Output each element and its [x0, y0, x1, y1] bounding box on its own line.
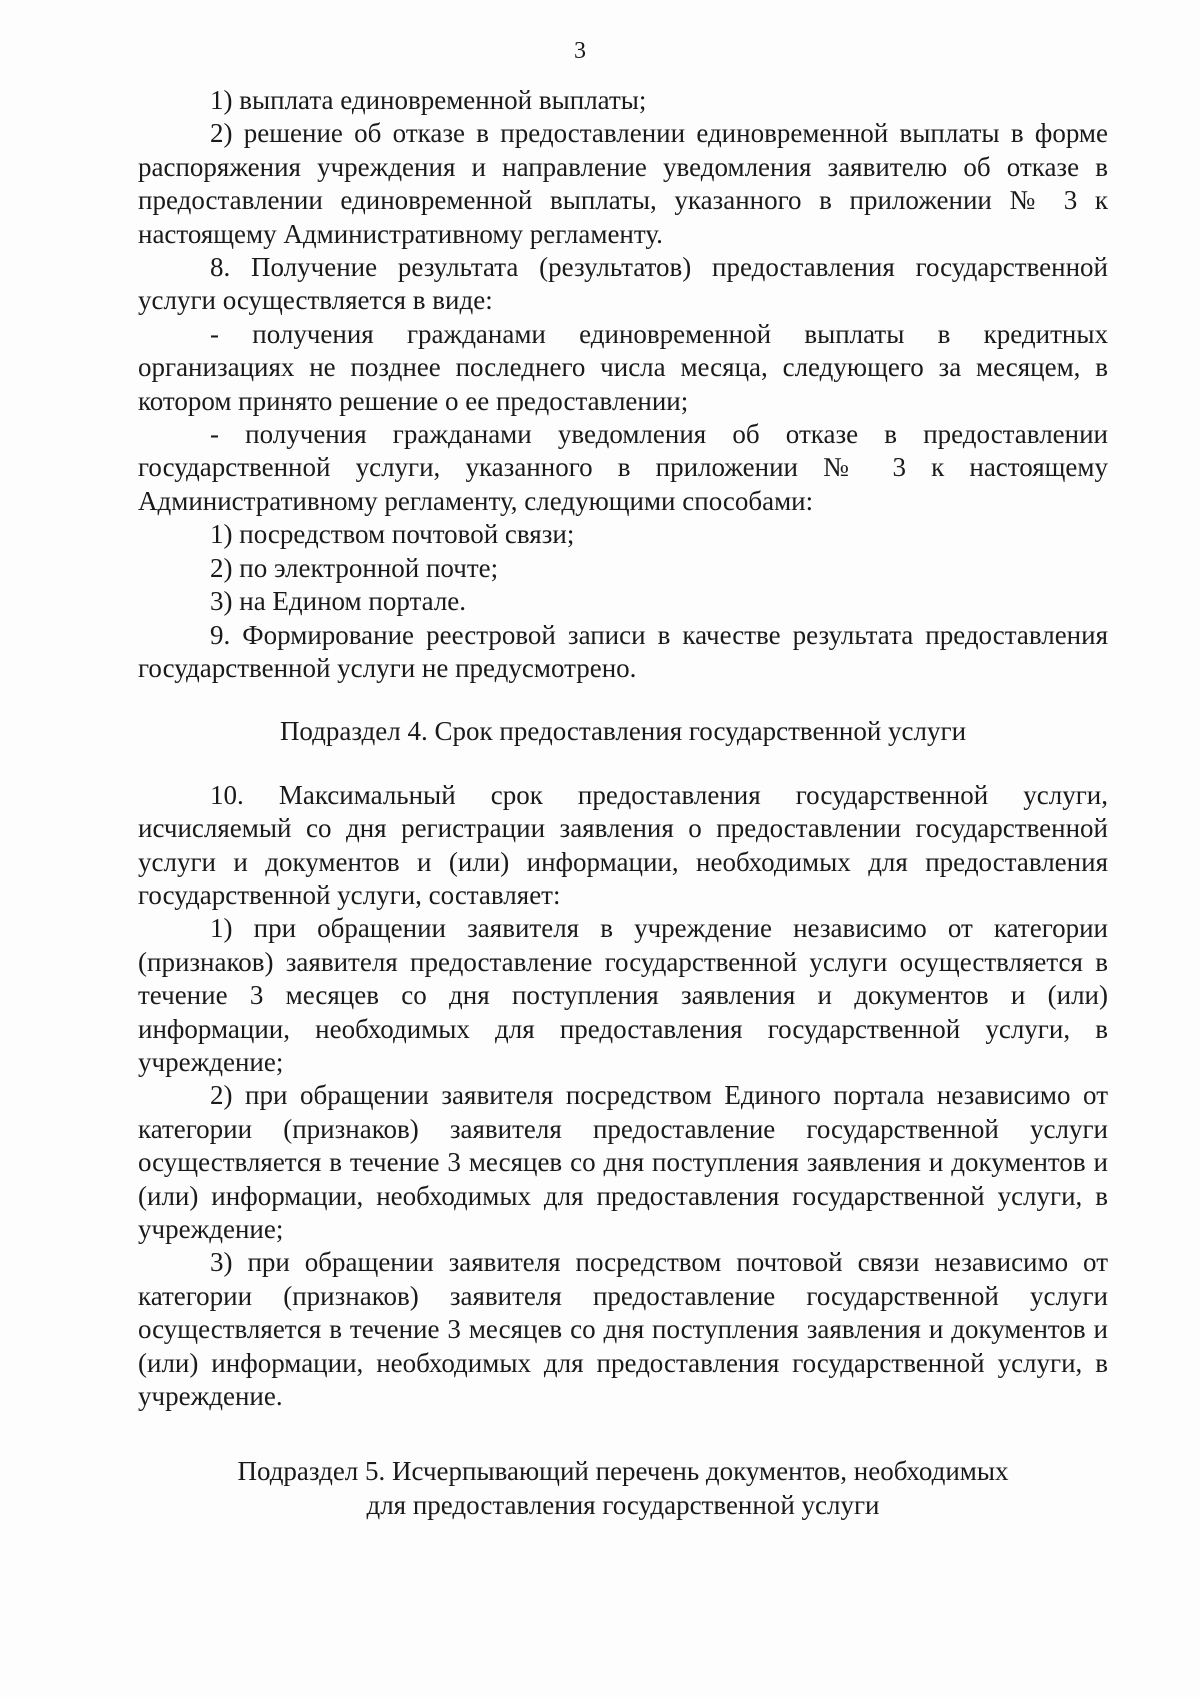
paragraph-item-8: 8. Получение результата (результатов) предоставления государственной услуги осуществляется в виде: [138, 252, 1108, 316]
document-body [138, 84, 1108, 1522]
subsection-5-heading-line-1: Подраздел 5. Исчерпывающий перечень документов, необходимых [237, 1456, 1009, 1487]
paragraph-method-2: 2) по электронной почте; [210, 552, 499, 583]
paragraph-item-10-2: 2) при обращении заявителя посредством Единого портала независимо от категории (признаков) заявителя предоставление государственной услуги осуществляется в течение 3 месяцев со дня поступления заявления и документов и (или) информации, необходимых для предоставления государственной услуги, в учреждение; [138, 1080, 1108, 1244]
paragraph-item-10: 10. Максимальный срок предоставления государственной услуги, исчисляемый со дня регистрации заявления о предоставлении государственной услуги и документов и (или) информации, необходимых для предоставления государственной услуги, составляет: [138, 779, 1108, 910]
page-number: 3 [574, 38, 586, 64]
paragraph-item-10-1: 1) при обращении заявителя в учреждение независимо от категории (признаков) заявителя предоставление государственной услуги осуществляется в течение 3 месяцев со дня поступления заявления и документов и (или) информации, необходимых для предоставления государственной услуги, в учреждение; [138, 913, 1108, 1077]
paragraph-item-8-dash-2: - получения гражданами уведомления об отказе в предоставлении государственной услуги, указанного в приложении № 3 к настоящему Административному регламенту, следующими способами: [138, 419, 1108, 516]
subsection-5-heading-line-2: для предоставления государственной услуги [366, 1489, 880, 1520]
paragraph-result-1: 1) выплата единовременной выплаты; [210, 85, 647, 115]
paragraph-method-1: 1) посредством почтовой связи; [210, 519, 575, 550]
paragraph-item-9: 9. Формирование реестровой записи в качестве результата предоставления государственной услуги не предусмотрено. [138, 619, 1108, 683]
paragraph-method-3: 3) на Едином портале. [210, 586, 467, 617]
paragraph-result-2: 2) решение об отказе в предоставлении единовременной выплаты в форме распоряжения учреждения и направление уведомления заявителю об отказе в предоставлении единовременной выплаты, указанного в приложении № 3 к настоящему Административному регламенту. [138, 118, 1108, 249]
subsection-4-heading: Подраздел 4. Срок предоставления государственной услуги [279, 716, 967, 747]
paragraph-item-10-3: 3) при обращении заявителя посредством почтовой связи независимо от категории (признаков) заявителя предоставление государственной услуги осуществляется в течение 3 месяцев со дня поступления заявления и документов и (или) информации, необходимых для предоставления государственной услуги, в учреждение. [138, 1247, 1108, 1412]
paragraph-item-8-dash-1: - получения гражданами единовременной выплаты в кредитных организациях не позднее последнего числа месяца, следующего за месяцем, в котором принято решение о ее предоставлении; [138, 318, 1108, 416]
subsection-5-heading [138, 1455, 1108, 1522]
